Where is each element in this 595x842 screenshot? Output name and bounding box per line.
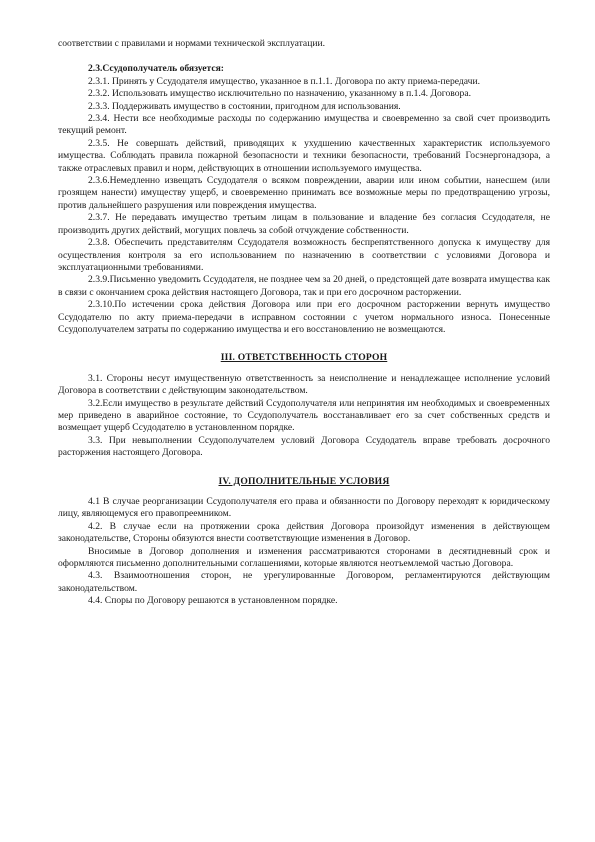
clause-4-1: 4.1 В случае реорганизации Ссудополучателя его права и обязанности по Договору переходят к юридическому лицу, являющемуся его правопреемником.	[58, 496, 550, 520]
clause-2-3-10: 2.3.10.По истечении срока действия Договора или при его досрочном расторжении вернуть имущество Ссудодателю по акту приема-передачи в исправном состоянии с учетом нормального износа. Понесенные Ссудополучателем затраты по содержанию имущества и его восстановлению не возмещаются.	[58, 299, 550, 335]
clause-2-3-4: 2.3.4. Нести все необходимые расходы по содержанию имущества и своевременно за свой счет производить текущий ремонт.	[58, 113, 550, 137]
clause-4-2: 4.2. В случае если на протяжении срока действия Договора произойдут изменения в действующем законодательстве, Стороны обязуются внести соответствующие изменения в Договор.	[58, 520, 550, 545]
clause-2-3-9: 2.3.9.Письменно уведомить Ссудодателя, не позднее чем за 20 дней, о предстоящей дате возврата имущества как в связи с окончанием срока действия настоящего Договора, так и при его досрочном расторжении.	[58, 274, 550, 298]
clause-3-1: 3.1. Стороны несут имущественную ответственность за неисполнение и ненадлежащее исполнение условий Договора в соответствии с действующим законодательством.	[58, 372, 550, 397]
clause-2-3-3: 2.3.3. Поддерживать имущество в состоянии, пригодном для использования.	[88, 100, 401, 112]
clause-2-3-2: 2.3.2. Использовать имущество исключительно по назначению, указанному в п.1.4. Договора.	[88, 88, 471, 100]
clause-4-4: 4.4. Споры по Договору решаются в установленном порядке.	[88, 595, 338, 607]
section-3-heading: III. ОТВЕТСТВЕННОСТЬ СТОРОН	[220, 352, 388, 364]
clause-2-3-8: 2.3.8. Обеспечить представителям Ссудодателя возможность беспрепятственного допуска к имуществу для осуществления контроля за его использованием по назначению в соответствии с условиями Договора и эксплуатационными требованиями.	[58, 237, 550, 273]
section-2-3-heading: 2.3.Ссудополучатель обязуется:	[88, 63, 225, 75]
clause-3-2: 3.2.Если имущество в результате действий Ссудополучателя или непринятия им необходимых и своевременных мер приведено в аварийное состояние, то Ссудополучатель восстанавливает его за счет собственных средств и возмещает ущерб Ссудодателю в установленном порядке.	[58, 397, 550, 434]
section-4-heading: IV. ДОПОЛНИТЕЛЬНЫЕ УСЛОВИЯ	[218, 475, 390, 487]
clause-2-3-1: 2.3.1. Принять у Ссудодателя имущество, указанное в п.1.1. Договора по акту приема-передачи.	[88, 75, 480, 87]
clause-2-3-6: 2.3.6.Немедленно извещать Ссудодателя о всяком повреждении, аварии или ином событии, нанесшем (или грозящем нанести) имуществу ущерб, и своевременно принимать все возможные меры по предотвращению угрозы, против дальнейшего разрушения или повреждения имущества.	[58, 175, 550, 211]
clause-2-3-7: 2.3.7. Не передавать имущество третьим лицам в пользование и владение без согласия Ссудодателя, не производить других действий, могущих повлечь за собой отчуждение собственности.	[58, 212, 550, 236]
clause-4-3: 4.3. Взаимоотношения сторон, не урегулированные Договором, регламентируются действующим законодательством.	[58, 570, 550, 594]
clause-3-3: 3.3. При невыполнении Ссудополучателем условий Договора Ссудодатель вправе требовать досрочного расторжения настоящего Договора.	[58, 434, 550, 459]
clause-4-2-amendments: Вносимые в Договор дополнения и изменения рассматриваются сторонами в десятидневный срок и оформляются письменно дополнительными соглашениями, которые являются неотъемлемой частью Договора.	[58, 545, 550, 570]
top-line: соответствии с правилами и нормами технической эксплуатации.	[58, 38, 325, 49]
clause-2-3-5: 2.3.5. Не совершать действий, приводящих к ухудшению качественных характеристик используемого имущества. Соблюдать правила пожарной безопасности и техники безопасности, требований Госэнергонадзора, а также отраслевых правил и норм, действующих в отношении используемого имущества.	[58, 137, 550, 174]
document-page	[58, 38, 550, 608]
